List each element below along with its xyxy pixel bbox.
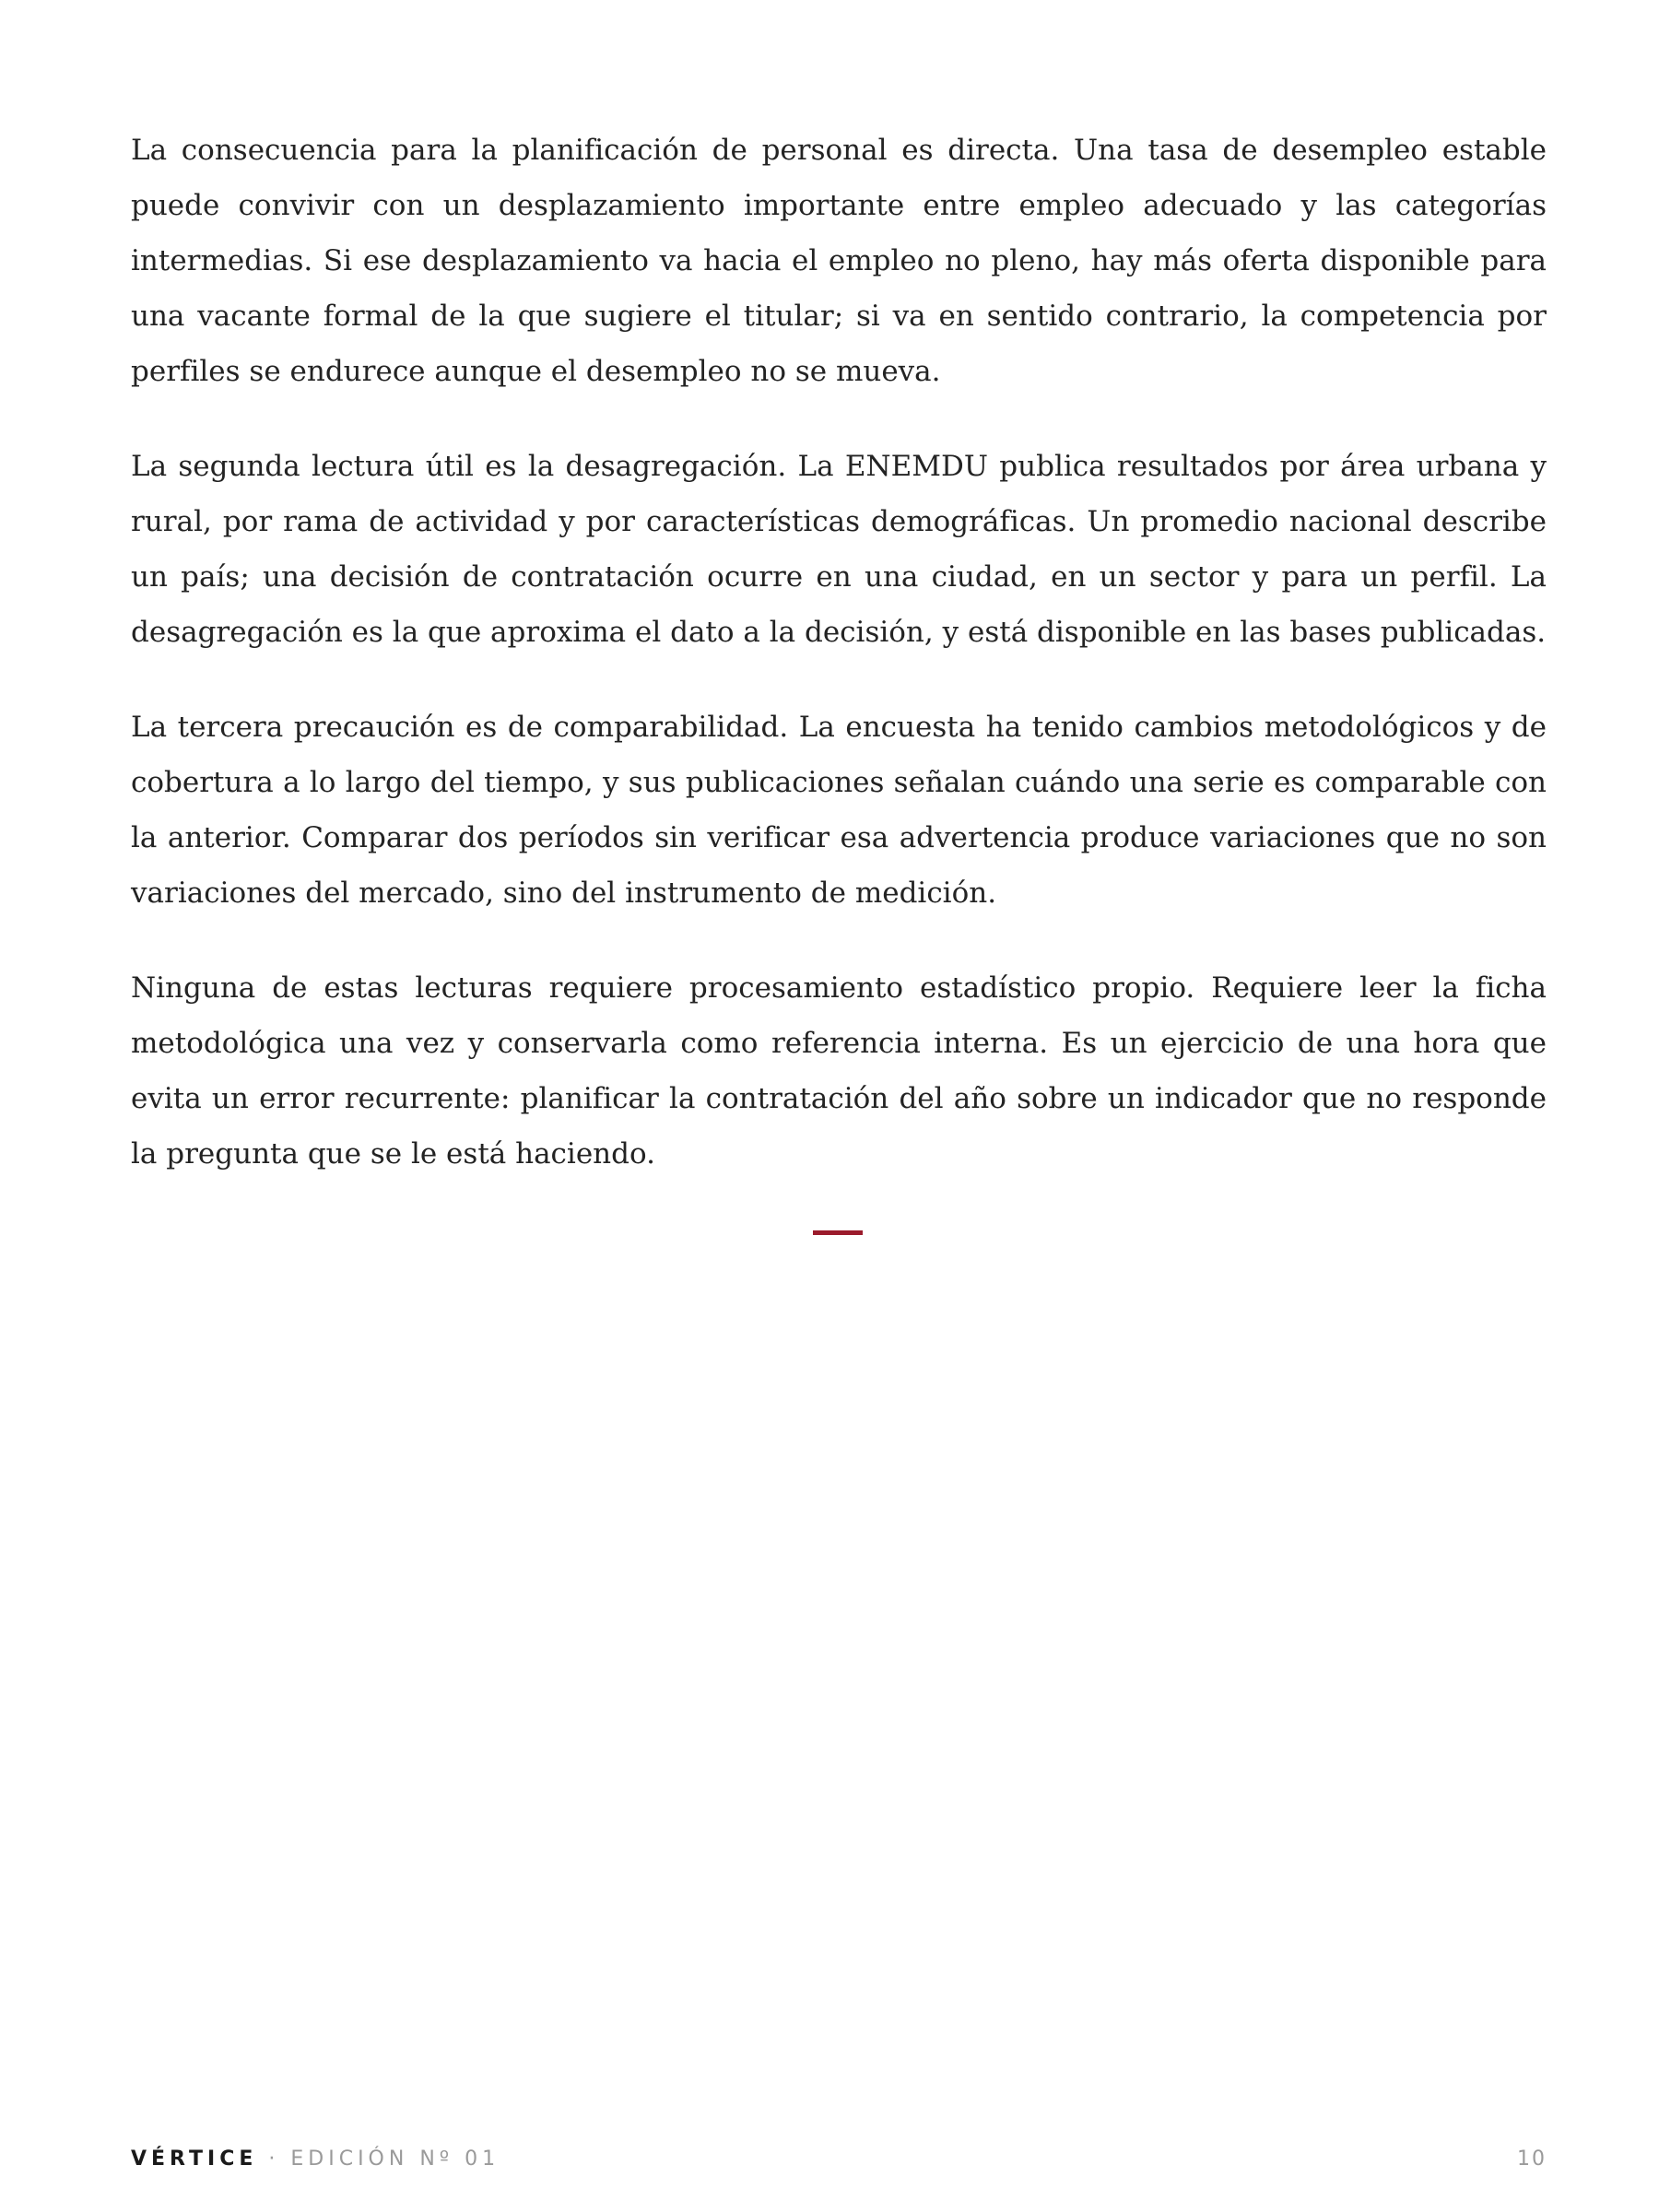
footer-publication <box>131 2147 500 2171</box>
paragraph-2: La segunda lectura útil es la desagregación. La ENEMDU publica resultados por área urbana y rural, por rama de actividad y por características demográficas. Un promedio nacional describe un país; una decisión de contratación ocurre en una ciudad, en un sector y para un perfil. La desagregación es la que aproxima el dato a la decisión, y está disponible en las bases publicadas. <box>131 450 1547 649</box>
page-footer <box>131 2140 1547 2177</box>
section-end-mark <box>813 1230 863 1235</box>
paragraph-1: La consecuencia para la planificación de personal es directa. Una tasa de desempleo estable puede convivir con un desplazamiento importante entre empleo adecuado y las categorías intermedias. Si ese desplazamiento va hacia el empleo no pleno, hay más oferta disponible para una vacante formal de la que sugiere el titular; si va en sentido contrario, la competencia por perfiles se endurece aunque el desempleo no se mueva. <box>131 134 1547 388</box>
paragraph-3: La tercera precaución es de comparabilidad. La encuesta ha tenido cambios metodológicos y de cobertura a lo largo del tiempo, y sus publicaciones señalan cuándo una serie es comparable con la anterior. Comparar dos períodos sin verificar esa advertencia produce variaciones que no son variaciones del mercado, sino del instrumento de medición. <box>131 711 1547 910</box>
footer-edition: EDICIÓN Nº 01 <box>290 2147 500 2171</box>
footer-separator: · <box>268 2147 280 2171</box>
page-number: 10 <box>1517 2147 1547 2171</box>
paragraph-4: Ninguna de estas lecturas requiere procesamiento estadístico propio. Requiere leer la ficha metodológica una vez y conservarla como referencia interna. Es un ejercicio de una hora que evita un error recurrente: planificar la contratación del año sobre un indicador que no responde la pregunta que se le está haciendo. <box>131 971 1547 1171</box>
footer-brand: VÉRTICE <box>131 2147 258 2171</box>
article-body <box>131 123 1547 1221</box>
